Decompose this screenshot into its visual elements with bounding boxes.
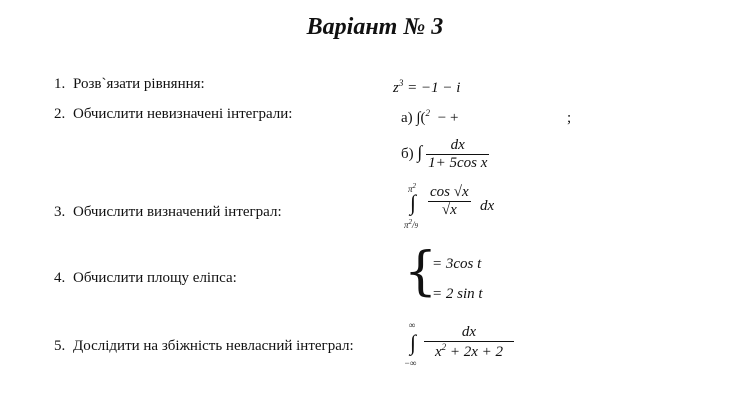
task-number: 4. bbox=[54, 270, 66, 286]
task-1 bbox=[54, 76, 205, 93]
fraction bbox=[424, 324, 514, 361]
lower-limit-den: 9 bbox=[414, 222, 419, 230]
task-2 bbox=[54, 106, 292, 123]
integral-sign: ∫ bbox=[410, 330, 417, 355]
upper-limit: ∞ bbox=[409, 320, 416, 330]
task-4 bbox=[54, 270, 237, 287]
upper-limit-value: π bbox=[408, 184, 413, 194]
upper-limit-exp: 2 bbox=[412, 182, 417, 190]
task-number: 3. bbox=[54, 204, 66, 220]
task-text: Обчислити невизначені інтеграли: bbox=[73, 106, 293, 122]
lower-limit-exp: 2 bbox=[408, 218, 413, 226]
denominator-exp: 2 bbox=[441, 342, 447, 352]
task-number: 5. bbox=[54, 338, 66, 354]
task-text: Розв`язати рівняння: bbox=[73, 76, 205, 92]
item-label: б) bbox=[401, 145, 414, 162]
task-5 bbox=[54, 338, 354, 355]
denominator bbox=[424, 341, 514, 361]
eq-exponent: 3 bbox=[398, 78, 404, 88]
page-title: Варіант № 3 bbox=[306, 14, 444, 40]
eq-rhs: = −1 − i bbox=[407, 80, 461, 96]
fraction bbox=[428, 184, 471, 219]
numerator: dx bbox=[461, 324, 477, 340]
task-text: Дослідити на збіжність невласний інтеграл: bbox=[73, 338, 354, 354]
item-label: а) bbox=[401, 110, 413, 126]
task-number: 2. bbox=[54, 106, 66, 122]
system-brace: { bbox=[404, 242, 438, 302]
denominator: √x bbox=[428, 201, 471, 219]
differential: dx bbox=[480, 198, 495, 214]
lower-limit: $\pi^2/9$ bbox=[404, 218, 419, 230]
integral-b bbox=[401, 137, 489, 172]
eq-lhs: z bbox=[393, 80, 399, 96]
integral-sign: ∫ bbox=[417, 141, 423, 162]
lower-limit: −∞ bbox=[404, 358, 417, 368]
semicolon: ; bbox=[567, 110, 572, 126]
ellipse-x: = 3cos t bbox=[432, 256, 482, 272]
integral-sign: ∫ bbox=[410, 190, 417, 215]
obscured-area bbox=[500, 98, 570, 120]
task-text: Обчислити визначений інтеграл: bbox=[73, 204, 282, 220]
denominator: 1+ 5cos x bbox=[428, 155, 488, 171]
integral-a bbox=[401, 108, 458, 127]
denominator-rest: + 2x + 2 bbox=[449, 344, 504, 360]
integral-body: − + bbox=[437, 110, 459, 126]
denominator-base: x bbox=[434, 344, 442, 360]
integral-sign: ∫( bbox=[416, 110, 426, 126]
integral-exponent: 2 bbox=[425, 108, 431, 118]
improper-integral bbox=[404, 320, 524, 370]
definite-integral bbox=[404, 182, 524, 232]
ellipse-y: = 2 sin t bbox=[432, 286, 483, 302]
numerator: dx bbox=[450, 137, 465, 153]
numerator: cos √x bbox=[430, 184, 469, 200]
lower-limit-value: π bbox=[404, 220, 409, 230]
task-3 bbox=[54, 204, 282, 221]
task-number: 1. bbox=[54, 76, 66, 92]
fraction bbox=[426, 137, 489, 172]
task-text: Обчислити площу еліпса: bbox=[73, 270, 237, 286]
equation-1 bbox=[393, 78, 460, 97]
